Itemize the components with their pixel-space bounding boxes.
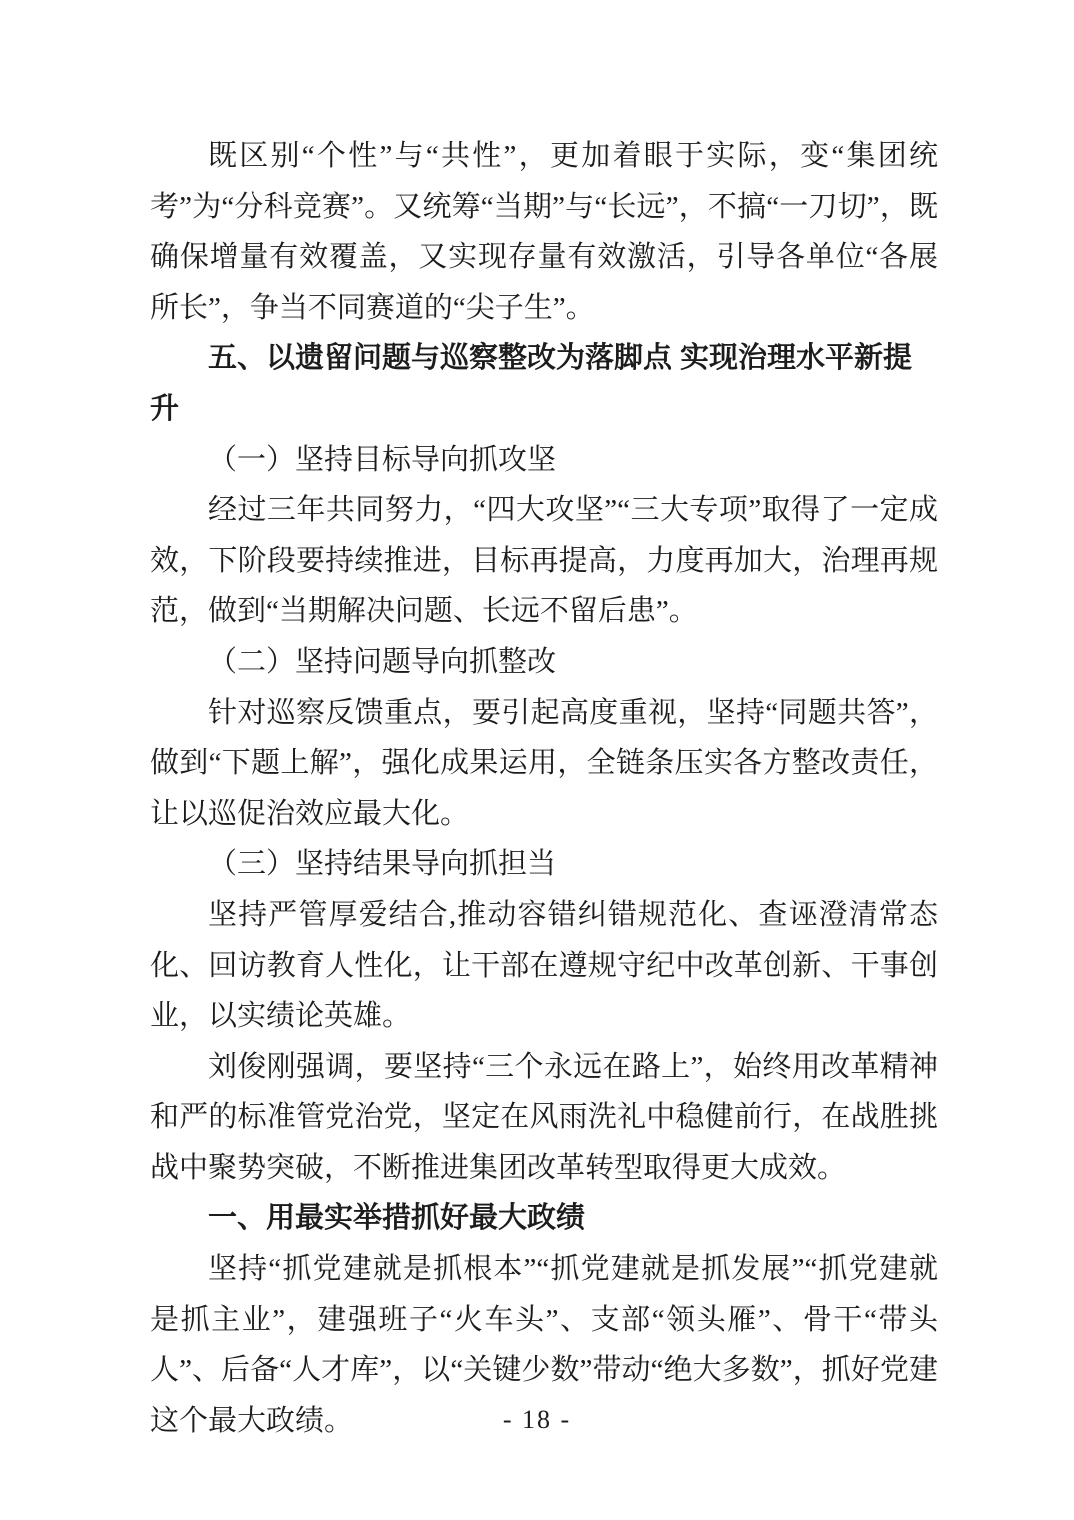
document-body — [150, 131, 938, 1446]
body-paragraph: 经过三年共同努力，“四大攻坚”“三大专项”取得了一定成效，下阶段要持续推进，目标再提高，力度再加大，治理再规范，做到“当期解决问题、长远不留后患”。 — [150, 494, 938, 628]
sub-heading: （三）坚持结果导向抓担当 — [208, 848, 557, 881]
body-paragraph: 针对巡察反馈重点，要引起高度重视，坚持“同题共答”，做到“下题上解”，强化成果运用，全链条压实各方整改责任，让以巡促治效应最大化。 — [150, 696, 938, 830]
section-heading: 一、用最实举措抓好最大政绩 — [208, 1202, 586, 1235]
body-paragraph: 坚持严管厚爱结合,推动容错纠错规范化、查诬澄清常态化、回访教育人性化，让干部在遵规守纪中改革创新、干事创业，以实绩论英雄。 — [150, 898, 938, 1033]
section-heading: 五、以遗留问题与巡察整改为落脚点 实现治理水平新提升 — [150, 342, 913, 425]
body-paragraph: 既区别“个性”与“共性”，更加着眼于实际，变“集团统考”为“分科竞赛”。又统筹“当期”与“长远”，不搞“一刀切”，既确保增量有效覆盖，又实现存量有效激活，引导各单位“各展所长”，争当不同赛道的“尖子生”。 — [150, 140, 938, 324]
page-number: - 18 - — [502, 1405, 572, 1434]
body-paragraph: 刘俊刚强调，要坚持“三个永远在路上”，始终用改革精神和严的标准管党治党，坚定在风雨洗礼中稳健前行，在战胜挑战中聚势突破，不断推进集团改革转型取得更大成效。 — [150, 1050, 938, 1184]
sub-heading: （一）坚持目标导向抓攻坚 — [208, 443, 557, 476]
sub-heading: （二）坚持问题导向抓整改 — [208, 645, 557, 678]
body-paragraph: 坚持“抓党建就是抓根本”“抓党建就是抓发展”“抓党建就是抓主业”，建强班子“火车头”、支部“领头雁”、骨干“带头人”、后备“人才库”，以“关键少数”带动“绝大多数”，抓好党建这个最大政绩。 — [150, 1253, 938, 1437]
